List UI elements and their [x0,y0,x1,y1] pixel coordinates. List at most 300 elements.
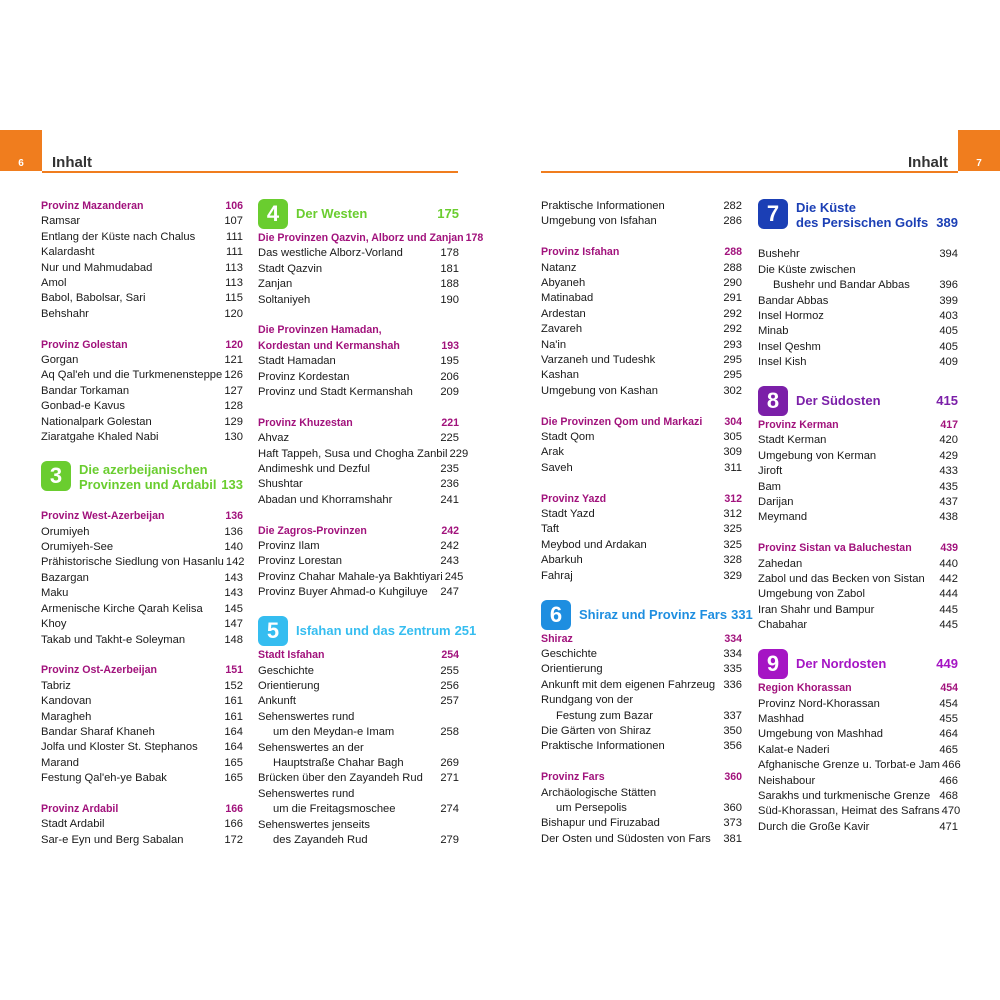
toc-entry[interactable] [541,786,742,801]
toc-entry[interactable] [41,430,243,445]
toc-entry[interactable] [41,771,243,786]
toc-section-heading[interactable] [541,415,742,430]
toc-entry[interactable] [41,725,243,740]
entry-page-number: 312 [723,508,742,521]
toc-entry[interactable] [758,618,958,633]
toc-entry[interactable] [258,664,459,679]
chapter-title-line: Isfahan und das Zentrum [296,623,451,639]
toc-entry[interactable] [258,370,459,385]
toc-entry[interactable] [41,415,243,430]
spacer [541,584,742,599]
entry-page-number: 164 [224,741,243,754]
entry-page-number: 286 [723,215,742,228]
entry-title: Arak [541,446,565,459]
toc-entry[interactable] [258,741,459,756]
toc-entry[interactable] [258,570,464,585]
page-title-right: Inhalt [908,154,948,171]
entry-page-number: 328 [723,554,742,567]
entry-title: Haft Tappeh, Susa und Chogha Zanbil [258,447,448,460]
entry-title: Amol [41,277,67,290]
chapter-page-number: 389 [936,215,958,230]
toc-section-heading[interactable] [758,418,958,433]
toc-entry[interactable] [758,247,958,262]
toc-entry[interactable] [541,569,742,584]
toc-entry[interactable] [41,555,243,570]
entry-title: Praktische Informationen [541,200,665,212]
entry-title: Zahedan [758,557,803,570]
entry-page-number: 188 [440,278,459,291]
entry-title: Bishapur und Firuzabad [541,817,660,830]
toc-entry[interactable] [258,787,459,802]
toc-entry[interactable] [541,214,742,229]
entry-page-number: 193 [441,339,459,352]
toc-entry[interactable] [758,758,961,773]
spacer [258,400,459,415]
entry-title: Nationalpark Golestan [41,415,152,428]
entry-title: Ardestan [541,307,586,320]
toc-entry[interactable] [758,480,958,495]
spacer [541,230,742,245]
entry-title: Neishabour [758,774,816,787]
toc-entry[interactable] [758,278,958,293]
toc-entry[interactable] [758,789,958,804]
toc-entry[interactable] [541,384,742,399]
toc-entry[interactable] [258,818,459,833]
toc-entry[interactable] [541,368,742,383]
entry-title: Sehenswertes an der [258,741,364,754]
entry-page-number: 221 [441,416,459,429]
toc-entry[interactable] [758,572,958,587]
entry-page-number: 356 [723,740,742,753]
entry-page-number: 178 [465,232,484,244]
entry-title: Brücken über den Zayandeh Rud [258,772,423,785]
entry-page-number: 136 [225,510,243,523]
toc-entry[interactable] [541,199,742,214]
toc-entry[interactable] [541,538,742,553]
toc-entry[interactable] [758,727,958,742]
chapter-page-number: 175 [437,206,459,221]
chapter-heading[interactable] [758,199,958,230]
entry-page-number: 241 [440,493,459,506]
toc-entry[interactable] [541,693,742,708]
toc-entry[interactable] [258,262,459,277]
toc-section-heading[interactable] [541,245,742,260]
toc-section-heading[interactable] [41,663,243,678]
entry-page-number: 152 [224,679,243,692]
toc-entry[interactable] [541,261,742,276]
toc-section-heading[interactable] [258,416,459,431]
toc-entry[interactable] [541,678,742,693]
toc-section-heading[interactable] [41,338,243,353]
toc-entry[interactable] [758,449,958,464]
entry-page-number: 290 [723,277,742,290]
chapter-number-badge: 5 [258,616,288,646]
toc-entry[interactable] [758,263,958,278]
entry-page-number: 438 [939,511,958,524]
entry-page-number: 136 [224,525,243,538]
entry-title: Festung zum Bazar [556,709,654,722]
toc-section-heading[interactable] [258,231,484,246]
entry-page-number: 439 [940,542,958,555]
entry-title: Kalat-e Naderi [758,743,830,756]
toc-entry[interactable] [41,679,243,694]
entry-page-number: 254 [441,649,459,662]
toc-entry[interactable] [541,647,742,662]
entry-page-number: 292 [723,307,742,320]
entry-title: Provinz Golestan [41,338,128,351]
entry-title: Sar-e Eyn und Berg Sabalan [41,833,184,846]
entry-page-number: 143 [224,587,243,600]
toc-section-heading[interactable] [541,632,742,647]
toc-entry[interactable] [258,539,459,554]
entry-title: Abarkuh [541,554,583,567]
entry-title: um Persepolis [556,801,627,814]
toc-entry[interactable] [541,430,742,445]
toc-entry[interactable] [758,464,958,479]
entry-title: Takab und Takht-e Soleyman [41,633,186,646]
toc-entry[interactable] [541,338,742,353]
entry-title: Sehenswertes rund [258,787,355,800]
toc-entry[interactable] [758,774,958,789]
toc-entry[interactable] [758,510,958,525]
entry-title: Sarakhs und turkmenische Grenze [758,789,931,802]
toc-entry[interactable] [258,756,459,771]
entry-page-number: 143 [224,571,243,584]
toc-column-4 [758,199,961,835]
toc-section-heading[interactable] [258,323,459,338]
spacer [541,755,742,770]
chapter-title-line: des Persischen Golfs [796,215,929,230]
chapter-number-badge: 3 [41,461,71,491]
toc-entry[interactable] [258,833,459,848]
toc-section-heading[interactable] [758,541,958,556]
toc-entry[interactable] [541,353,742,368]
entry-page-number: 106 [225,200,243,212]
entry-title: Zabol und das Becken von Sistan [758,573,925,586]
toc-entry[interactable] [541,709,742,724]
entry-title: Archäologische Stätten [541,786,657,799]
chapter-title-line: Provinzen und Ardabil [79,476,217,492]
entry-page-number [740,693,742,708]
chapter-heading[interactable] [758,386,958,416]
entry-page-number: 311 [724,461,742,474]
entry-page-number: 257 [440,695,459,708]
toc-entry[interactable] [41,633,243,648]
toc-entry[interactable] [541,724,742,739]
entry-title: Sehenswertes rund [258,710,355,723]
entry-page-number: 288 [723,261,742,274]
toc-entry[interactable] [41,740,243,755]
entry-title: Umgebung von Zabol [758,588,865,601]
chapter-title-line: Der Nordosten [796,656,887,672]
entry-title: Matinabad [541,292,594,305]
chapter-title [579,600,727,622]
entry-title: Umgebung von Kashan [541,384,658,397]
entry-page-number: 466 [939,774,958,787]
toc-entry[interactable] [758,587,958,602]
entry-page-number: 130 [224,431,243,444]
entry-title: Rundgang von der [541,694,634,707]
toc-entry[interactable] [758,804,961,819]
entry-title: Provinz Kordestan [258,370,350,383]
chapter-number-badge: 8 [758,386,788,416]
entry-page-number: 445 [939,603,958,616]
toc-column-2 [258,199,484,848]
toc-entry[interactable] [541,291,742,306]
toc-entry[interactable] [41,540,243,555]
entry-page-number: 409 [939,356,958,369]
toc-entry[interactable] [41,291,243,306]
spacer [541,476,742,491]
entry-page-number: 335 [723,663,742,676]
toc-entry[interactable] [41,694,243,709]
toc-entry[interactable] [758,340,958,355]
toc-entry[interactable] [758,309,958,324]
entry-page-number: 242 [440,540,459,553]
entry-page-number: 350 [723,724,742,737]
entry-title: Minab [758,325,789,338]
entry-page-number: 161 [224,695,243,708]
toc-entry[interactable] [541,322,742,337]
entry-title: Maku [41,587,69,600]
entry-title: Ramsar [41,215,81,228]
toc-entry[interactable] [258,725,459,740]
toc-entry[interactable] [258,802,459,817]
toc-entry[interactable] [41,245,243,260]
toc-entry[interactable] [41,617,243,632]
entry-title: Soltaniyeh [258,293,311,306]
toc-entry[interactable] [258,354,459,369]
toc-entry[interactable] [541,662,742,677]
entry-page-number: 127 [224,384,243,397]
toc-entry[interactable] [258,431,459,446]
chapter-title [796,649,932,671]
entry-title: Provinz West-Azerbeijan [41,510,165,523]
entry-title: Tabriz [41,679,71,692]
entry-title: Ahvaz [258,432,290,445]
entry-title: Praktische Informationen [541,740,665,753]
toc-entry[interactable] [41,525,243,540]
spacer [258,508,459,523]
toc-entry[interactable] [758,495,958,510]
toc-entry[interactable] [258,554,459,569]
entry-title: um die Freitagsmoschee [273,803,396,816]
toc-section-heading[interactable] [758,681,958,696]
toc-entry[interactable] [41,384,243,399]
entry-title: Shiraz [541,632,573,645]
toc-section-heading[interactable] [541,770,742,785]
toc-entry[interactable] [41,214,243,229]
entry-title: Bazargan [41,571,89,584]
entry-page-number: 464 [939,728,958,741]
entry-page-number: 165 [224,772,243,785]
toc-entry[interactable] [541,445,742,460]
toc-section-heading[interactable] [541,492,742,507]
toc-entry[interactable] [41,353,243,368]
toc-entry[interactable] [41,261,243,276]
toc-entry[interactable] [758,820,958,835]
entry-page-number: 381 [723,832,742,845]
toc-entry[interactable] [41,571,243,586]
entry-title: Insel Qeshm [758,340,821,353]
toc-entry[interactable] [41,276,243,291]
toc-entry[interactable] [541,553,742,568]
entry-title: Varzaneh und Tudeshk [541,354,656,367]
entry-title: Kordestan und Kermanshah [258,339,400,352]
toc-entry[interactable] [258,277,459,292]
toc-entry[interactable] [541,276,742,291]
entry-page-number: 325 [723,523,742,536]
toc-section-heading[interactable] [258,648,459,663]
toc-entry[interactable] [758,324,958,339]
chapter-title-line: Der Westen [296,206,368,221]
entry-page-number: 455 [939,712,958,725]
toc-entry[interactable] [41,756,243,771]
toc-entry[interactable] [541,832,742,847]
chapter-page-number: 331 [731,606,753,622]
toc-entry[interactable] [758,603,958,618]
toc-entry[interactable] [258,447,469,462]
toc-entry[interactable] [758,697,958,712]
entry-page-number: 433 [939,465,958,478]
entry-page-number: 312 [724,492,742,505]
entry-page-number: 445 [939,619,958,632]
entry-page-number: 471 [939,820,958,833]
chapter-heading[interactable] [258,616,477,646]
chapter-heading[interactable] [758,649,958,679]
toc-entry[interactable] [758,557,958,572]
toc-entry[interactable] [258,493,459,508]
entry-page-number: 111 [225,230,243,243]
entry-page-number: 466 [942,759,961,772]
toc-entry[interactable] [41,399,243,414]
toc-entry[interactable] [541,522,742,537]
toc-entry[interactable] [541,307,742,322]
entry-title: Das westliche Alborz-Vorland [258,247,403,260]
chapter-heading[interactable] [541,600,753,630]
entry-title: Bushehr und Bandar Abbas [773,279,910,292]
entry-page-number: 470 [941,805,961,818]
entry-page-number: 113 [225,277,243,290]
toc-entry[interactable] [258,246,459,261]
entry-title: Zavareh [541,323,583,336]
entry-title: Bandar Sharaf Khaneh [41,725,155,738]
entry-title: Behshahr [41,307,89,320]
entry-page-number: 420 [939,434,958,447]
entry-page-number: 288 [724,246,742,259]
toc-entry[interactable] [41,307,243,322]
toc-entry[interactable] [258,585,459,600]
entry-page-number: 282 [723,200,742,212]
entry-title: Orumiyeh [41,525,90,538]
toc-section-heading[interactable] [41,199,243,214]
chapter-title-line: Shiraz und Provinz Fars [579,606,728,622]
entry-title: Gorgan [41,354,79,367]
entry-title: Aq Qal'eh und die Turkmenensteppe [41,369,223,382]
entry-title: Stadt Qom [541,431,595,444]
entry-title: Meybod und Ardakan [541,538,647,551]
toc-section-heading[interactable] [41,802,243,817]
toc-entry[interactable] [541,816,742,831]
entry-title: Kalardasht [41,246,95,259]
entry-page-number: 399 [939,294,958,307]
entry-page-number [457,741,459,756]
entry-title: Babol, Babolsar, Sari [41,292,146,305]
toc-entry[interactable] [258,710,459,725]
entry-title: Zanjan [258,278,293,291]
entry-page-number: 373 [723,817,742,830]
entry-title: Saveh [541,461,573,474]
entry-page-number: 209 [440,386,459,399]
toc-entry[interactable] [41,368,243,383]
toc-entry[interactable] [258,477,459,492]
chapter-page-number: 251 [454,623,477,639]
entry-title: Provinz Ilam [258,540,320,553]
toc-entry[interactable] [41,602,243,617]
entry-page-number [956,263,958,278]
chapter-heading[interactable] [41,461,243,492]
toc-entry[interactable] [41,833,243,848]
entry-page-number: 243 [440,555,459,568]
page-number-tab-left [0,130,42,171]
toc-entry[interactable] [41,817,243,832]
toc-entry[interactable] [541,801,742,816]
entry-page-number: 236 [440,478,459,491]
chapter-heading[interactable] [258,199,459,229]
toc-entry[interactable] [758,294,958,309]
entry-page-number: 129 [224,415,243,428]
entry-title: Ankunft [258,695,296,708]
toc-entry[interactable] [258,293,459,308]
toc-entry[interactable] [758,355,958,370]
entry-title: Stadt Yazd [541,508,595,521]
entry-title: Chabahar [758,619,808,632]
toc-section-heading[interactable] [41,509,243,524]
entry-title: Provinz Fars [541,771,605,784]
toc-entry[interactable] [258,694,459,709]
chapter-number-badge: 6 [541,600,571,630]
toc-entry[interactable] [258,679,459,694]
toc-entry[interactable] [258,385,459,400]
entry-page-number [457,323,459,338]
toc-entry[interactable] [258,462,459,477]
toc-entry[interactable] [258,771,459,786]
entry-title: Ankunft mit dem eigenen Fahrzeug [541,678,716,691]
chapter-number-badge: 9 [758,649,788,679]
toc-entry[interactable] [758,712,958,727]
toc-section-heading[interactable] [258,339,459,354]
entry-title: Die Provinzen Qom und Markazi [541,415,703,428]
toc-entry[interactable] [41,710,243,725]
chapter-title-line: Die Küste [796,200,856,215]
entry-page-number: 360 [723,801,742,814]
entry-page-number: 148 [224,633,243,646]
spacer [758,526,958,541]
toc-section-heading[interactable] [258,524,459,539]
toc-entry[interactable] [41,230,243,245]
toc-entry[interactable] [41,586,243,601]
toc-entry[interactable] [541,507,742,522]
entry-page-number [457,787,459,802]
toc-entry[interactable] [758,433,958,448]
toc-entry[interactable] [541,461,742,476]
toc-entry[interactable] [541,739,742,754]
entry-title: Mashhad [758,712,805,725]
toc-entry[interactable] [758,743,958,758]
entry-page-number: 440 [939,557,958,570]
header-rule-left [42,171,458,173]
header-rule-right [541,171,958,173]
